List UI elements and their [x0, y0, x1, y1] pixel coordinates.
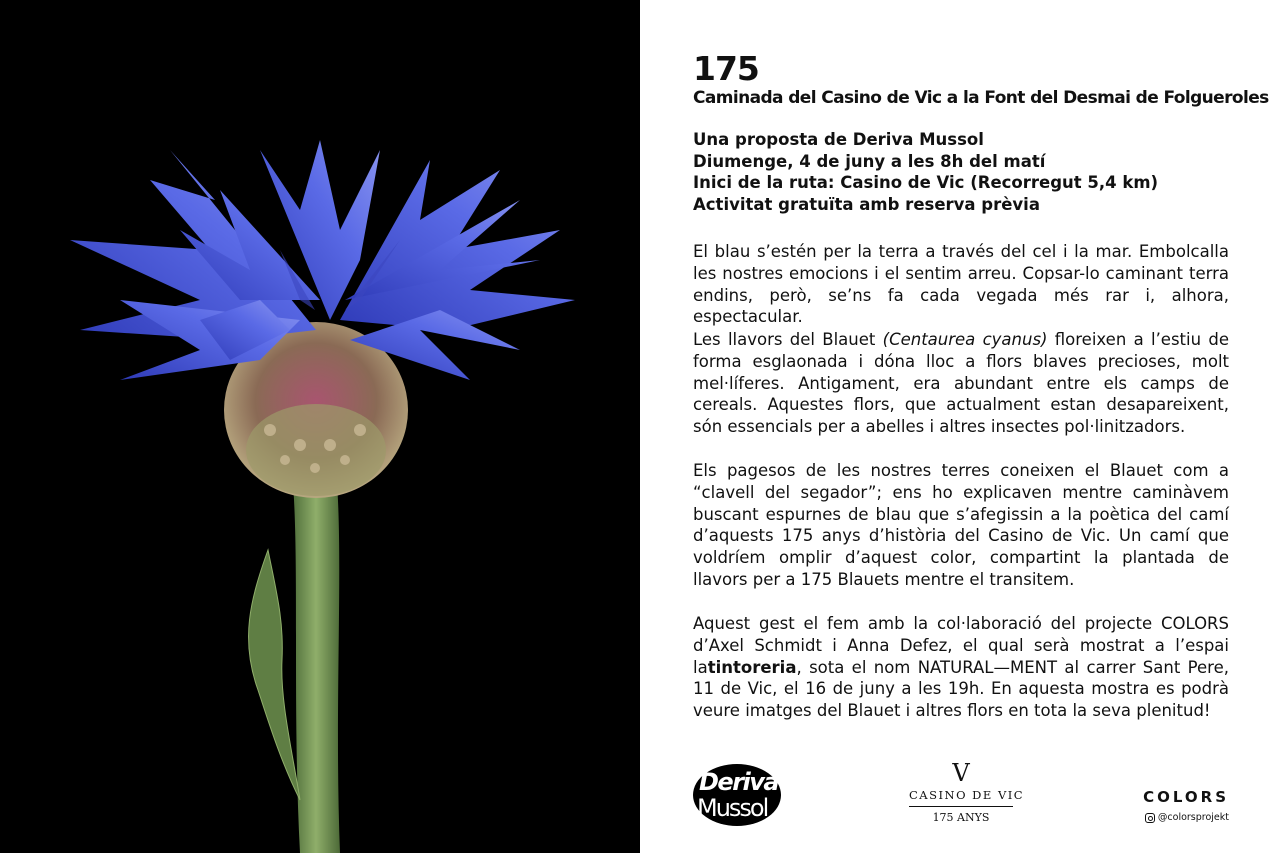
- paragraph-4: [693, 613, 1229, 722]
- casino-monogram: V: [952, 759, 970, 787]
- colors-logo: [1143, 788, 1229, 823]
- paragraph-4-rest: , sota el nom NATURAL—MENT al carrer Sant Pere, 11 de Vic, el 16 de juny a les 19h. En aquesta mostra es podrà veure imatges del Blauet i altres flors en tota la seva plenitud!: [693, 657, 1229, 721]
- casino-name: CASINO DE VIC: [909, 788, 1013, 807]
- casino-anniversary: 175 ANYS: [932, 811, 990, 824]
- colors-handle-text: @colorsprojekt: [1157, 812, 1229, 823]
- colors-handle: [1143, 812, 1229, 823]
- info-line: Activitat gratuïta amb reserva prèvia: [693, 194, 1040, 214]
- mussol-logo-text: Mussol: [697, 794, 768, 822]
- info-line: Inici de la ruta: Casino de Vic (Recorregut 5,4 km): [693, 173, 1159, 193]
- instagram-icon: [1145, 813, 1155, 823]
- paragraph-1: El blau s’estén per la terra a través del cel i la mar. Embolcalla les nostres emocions i el sentim arreu. Copsar-lo caminant terra endins, però, se’ns fa cada vegada més rar i, alhora, espectacular.: [693, 242, 1229, 327]
- casino-de-vic-logo: [909, 759, 1025, 824]
- paragraph-2: [693, 329, 1229, 438]
- paragraph-2-rest: floreixen a l’estiu de forma esglaonada i dóna lloc a flors blaves precioses, molt mel·líferes. Antigament, era abundant entre els camps de cereals. Aquestes flors, que actualment estan desapareixent, són essencials per a abelles i altres insectes pol·linitzadors.: [693, 330, 1229, 437]
- colors-brand: COLORS: [1143, 788, 1229, 806]
- venue-name: tintoreria: [707, 657, 797, 677]
- info-line: Una proposta de Deriva Mussol: [693, 130, 984, 149]
- paragraph-4-start: Aquest gest el fem amb la col·laboració del projecte COLORS d’Axel Schmidt i Anna Defez, el qual serà mostrat a l’espai la: [693, 614, 1229, 677]
- paragraph-2-start: Les llavors del Blauet: [693, 330, 883, 349]
- deriva-logo-text: Deriva: [699, 768, 779, 796]
- deriva-mussol-logo: [693, 762, 781, 826]
- info-line: Diumenge, 4 de juny a les 8h del matí: [693, 151, 1046, 171]
- paragraph-3: Els pagesos de les nostres terres coneixen el Blauet com a “clavell del segador”; ens ho explicaven mentre caminàvem buscant espurnes de blau que s’afegissin a la poètica del camí d’aquests 175 anys d’història del Casino de Vic. Un camí que voldríem omplir d’aquest color, compartint la plantada de llavors per a 175 Blauets mentre el transitem.: [693, 461, 1229, 589]
- sponsor-logos: [693, 760, 1229, 830]
- event-number: 175: [693, 49, 759, 88]
- event-title: Caminada del Casino de Vic a la Font del Desmai de Folgueroles: [693, 88, 1269, 108]
- text-column: [693, 49, 1269, 721]
- species-name: (Centaurea cyanus): [882, 330, 1048, 349]
- event-info: [693, 129, 1229, 215]
